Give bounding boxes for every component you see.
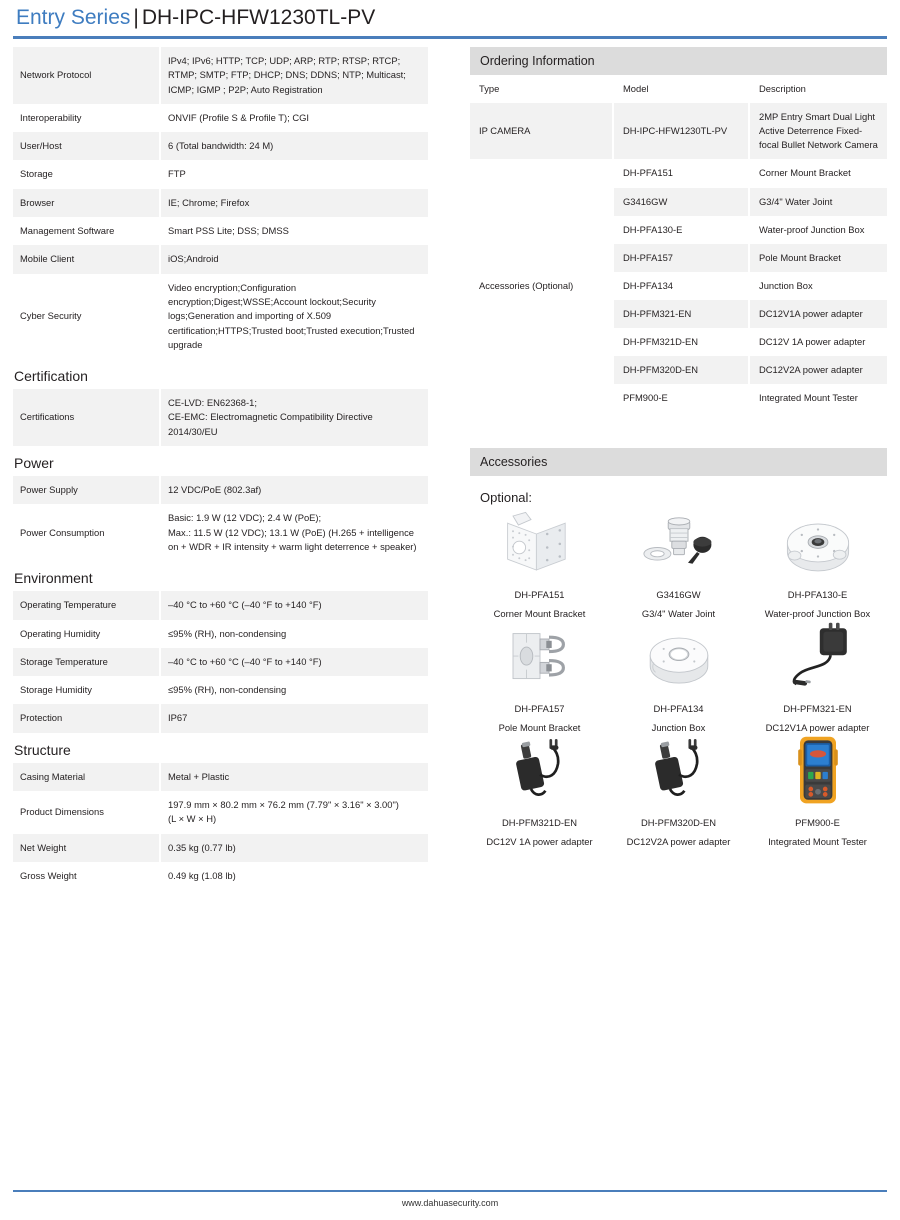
power-table — [13, 476, 428, 561]
order-type-cell: IP CAMERA — [470, 103, 613, 159]
accessory-model: DH-PFA130-E — [787, 589, 848, 601]
column-header: Description — [749, 75, 887, 103]
table-row — [13, 704, 428, 732]
page-header — [0, 0, 900, 40]
section-title-environment: Environment — [14, 570, 93, 587]
order-type-cell: Accessories (Optional) — [470, 159, 613, 412]
left-column — [13, 47, 428, 890]
order-description-cell: DC12V2A power adapter — [749, 356, 887, 384]
spec-key: Storage — [13, 160, 160, 188]
section-title-structure: Structure — [14, 741, 71, 758]
accessory-description: Integrated Mount Tester — [768, 836, 867, 848]
accessory-description: Pole Mount Bracket — [498, 722, 581, 734]
accessory-description: Water-proof Junction Box — [764, 608, 871, 620]
junction-box-image — [609, 623, 748, 691]
spec-key: Certifications — [13, 389, 160, 446]
spec-key: Browser — [13, 189, 160, 217]
table-row — [13, 834, 428, 862]
order-description-cell: Integrated Mount Tester — [749, 384, 887, 412]
order-description-cell: Pole Mount Bracket — [749, 244, 887, 272]
spec-key: Mobile Client — [13, 245, 160, 273]
accessory-item — [748, 737, 887, 851]
accessory-model: DH-PFA151 — [514, 589, 565, 601]
footer-divider — [13, 1190, 887, 1192]
power-adapter-wall-image — [748, 623, 887, 691]
order-model-cell: DH-PFM321-EN — [613, 300, 749, 328]
spec-value: iOS;Android — [160, 245, 428, 273]
header-divider — [13, 36, 887, 39]
page-title — [16, 6, 375, 30]
order-model-cell: DH-PFA157 — [613, 244, 749, 272]
accessory-item — [470, 509, 609, 623]
table-row — [13, 648, 428, 676]
table-row — [13, 245, 428, 273]
environment-table — [13, 591, 428, 732]
spec-value: 197.9 mm × 80.2 mm × 76.2 mm (7.79" × 3.16" × 3.00") (L × W × H) — [160, 791, 428, 834]
order-model-cell: DH-IPC-HFW1230TL-PV — [613, 103, 749, 159]
footer-url: www.dahuasecurity.com — [401, 1198, 499, 1208]
order-model-cell: G3416GW — [613, 188, 749, 216]
order-model-cell: DH-PFM320D-EN — [613, 356, 749, 384]
spec-value: –40 °C to +60 °C (–40 °F to +140 °F) — [160, 591, 428, 619]
spec-key: Storage Humidity — [13, 676, 160, 704]
spec-value: IE; Chrome; Firefox — [160, 189, 428, 217]
spec-value: ≤95% (RH), non-condensing — [160, 676, 428, 704]
page-title-separator: | — [133, 6, 139, 29]
spec-value: FTP — [160, 160, 428, 188]
section-title-certification: Certification — [14, 368, 88, 385]
table-row — [13, 189, 428, 217]
accessory-item — [748, 509, 887, 623]
corner-mount-bracket-image — [470, 509, 609, 577]
spec-key: User/Host — [13, 132, 160, 160]
page-title-model: DH-IPC-HFW1230TL-PV — [141, 6, 376, 29]
spec-value: IP67 — [160, 704, 428, 732]
table-row — [470, 159, 887, 187]
spec-key: Product Dimensions — [13, 791, 160, 834]
table-row — [13, 763, 428, 791]
spec-key: Operating Humidity — [13, 620, 160, 648]
order-model-cell: DH-PFM321D-EN — [613, 328, 749, 356]
accessory-item — [609, 737, 748, 851]
table-row — [13, 47, 428, 104]
structure-table — [13, 763, 428, 890]
section-title-power: Power — [14, 455, 54, 472]
spec-key: Casing Material — [13, 763, 160, 791]
order-description-cell: DC12V1A power adapter — [749, 300, 887, 328]
order-model-cell: PFM900-E — [613, 384, 749, 412]
order-model-cell: DH-PFA151 — [613, 159, 749, 187]
column-header: Model — [613, 75, 749, 103]
ordering-information-table — [470, 75, 887, 412]
order-model-cell: DH-PFA134 — [613, 272, 749, 300]
spec-value: Video encryption;Configuration encryption;Digest;WSSE;Account lockout;Security logs;Generation and importing of X.509 certification;HTTPS;Trusted boot;Trusted execution;Trusted upgrade — [160, 274, 428, 359]
right-column — [470, 47, 887, 851]
accessory-model: G3416GW — [656, 589, 701, 601]
table-row — [470, 103, 887, 159]
spec-key: Interoperability — [13, 104, 160, 132]
spec-key: Network Protocol — [13, 47, 160, 104]
spec-value: 0.49 kg (1.08 lb) — [160, 862, 428, 890]
water-joint-image — [609, 509, 748, 577]
table-row — [13, 676, 428, 704]
page-title-series: Entry Series — [16, 6, 131, 29]
power-adapter-brick2-image — [609, 737, 748, 805]
accessory-description: DC12V1A power adapter — [765, 722, 870, 734]
accessories-grid — [470, 509, 887, 851]
accessory-model: DH-PFA157 — [514, 703, 565, 715]
spec-value: –40 °C to +60 °C (–40 °F to +140 °F) — [160, 648, 428, 676]
spec-key: Power Supply — [13, 476, 160, 504]
order-description-cell: 2MP Entry Smart Dual Light Active Deterrence Fixed-focal Bullet Network Camera — [749, 103, 887, 159]
order-description-cell: Water-proof Junction Box — [749, 216, 887, 244]
spec-key: Power Consumption — [13, 504, 160, 561]
spec-value: ≤95% (RH), non-condensing — [160, 620, 428, 648]
spec-key: Gross Weight — [13, 862, 160, 890]
table-row — [13, 132, 428, 160]
order-description-cell: DC12V 1A power adapter — [749, 328, 887, 356]
pole-mount-bracket-image — [470, 623, 609, 691]
accessory-model: DH-PFM321-EN — [783, 703, 852, 715]
order-description-cell: Corner Mount Bracket — [749, 159, 887, 187]
spec-value: Basic: 1.9 W (12 VDC); 2.4 W (PoE); Max.: 11.5 W (12 VDC); 13.1 W (PoE) (H.265 + intelligence on + WDR + IR intensity + warm light deterrence + speaker) — [160, 504, 428, 561]
spec-value: Smart PSS Lite; DSS; DMSS — [160, 217, 428, 245]
table-row — [13, 791, 428, 834]
ordering-information-header: Ordering Information — [470, 47, 887, 75]
table-row — [13, 620, 428, 648]
accessory-model: DH-PFM320D-EN — [640, 817, 716, 829]
spec-key: Protection — [13, 704, 160, 732]
accessory-description: Corner Mount Bracket — [493, 608, 586, 620]
order-description-cell: G3/4" Water Joint — [749, 188, 887, 216]
spec-key: Operating Temperature — [13, 591, 160, 619]
table-row — [13, 274, 428, 359]
accessories-optional-label: Optional: — [480, 490, 533, 506]
order-model-cell: DH-PFA130-E — [613, 216, 749, 244]
accessory-model: PFM900-E — [795, 817, 840, 829]
mount-tester-image — [748, 737, 887, 805]
table-row — [13, 217, 428, 245]
accessory-description: DC12V2A power adapter — [626, 836, 731, 848]
accessory-item — [470, 737, 609, 851]
accessory-item — [470, 623, 609, 737]
column-header: Type — [470, 75, 613, 103]
spec-key: Net Weight — [13, 834, 160, 862]
table-row — [13, 476, 428, 504]
table-row — [13, 591, 428, 619]
table-row — [13, 104, 428, 132]
spec-value: CE-LVD: EN62368-1; CE-EMC: Electromagnetic Compatibility Directive 2014/30/EU — [160, 389, 428, 446]
accessory-item — [609, 509, 748, 623]
accessory-description: Junction Box — [651, 722, 706, 734]
spec-value: IPv4; IPv6; HTTP; TCP; UDP; ARP; RTP; RTSP; RTCP; RTMP; SMTP; FTP; DHCP; DNS; DDNS; NTP; Multicast; ICMP; IGMP ; P2P; Auto Registration — [160, 47, 428, 104]
order-description-cell: Junction Box — [749, 272, 887, 300]
spec-value: 12 VDC/PoE (802.3af) — [160, 476, 428, 504]
accessory-description: DC12V 1A power adapter — [486, 836, 593, 848]
spec-value: 6 (Total bandwidth: 24 M) — [160, 132, 428, 160]
accessory-model: DH-PFM321D-EN — [501, 817, 577, 829]
accessory-item — [748, 623, 887, 737]
table-row — [13, 389, 428, 446]
power-adapter-brick-image — [470, 737, 609, 805]
spec-value: ONVIF (Profile S & Profile T); CGI — [160, 104, 428, 132]
spec-value: 0.35 kg (0.77 lb) — [160, 834, 428, 862]
table-row — [13, 862, 428, 890]
certification-table — [13, 389, 428, 446]
accessory-description: G3/4" Water Joint — [641, 608, 716, 620]
accessories-header: Accessories — [470, 448, 887, 476]
network-spec-table — [13, 47, 428, 359]
accessory-model: DH-PFA134 — [653, 703, 704, 715]
accessory-item — [609, 623, 748, 737]
waterproof-junction-box-image — [748, 509, 887, 577]
spec-key: Storage Temperature — [13, 648, 160, 676]
spec-key: Cyber Security — [13, 274, 160, 359]
spec-key: Management Software — [13, 217, 160, 245]
table-row — [13, 160, 428, 188]
spec-value: Metal + Plastic — [160, 763, 428, 791]
table-header-row — [470, 75, 887, 103]
table-row — [13, 504, 428, 561]
